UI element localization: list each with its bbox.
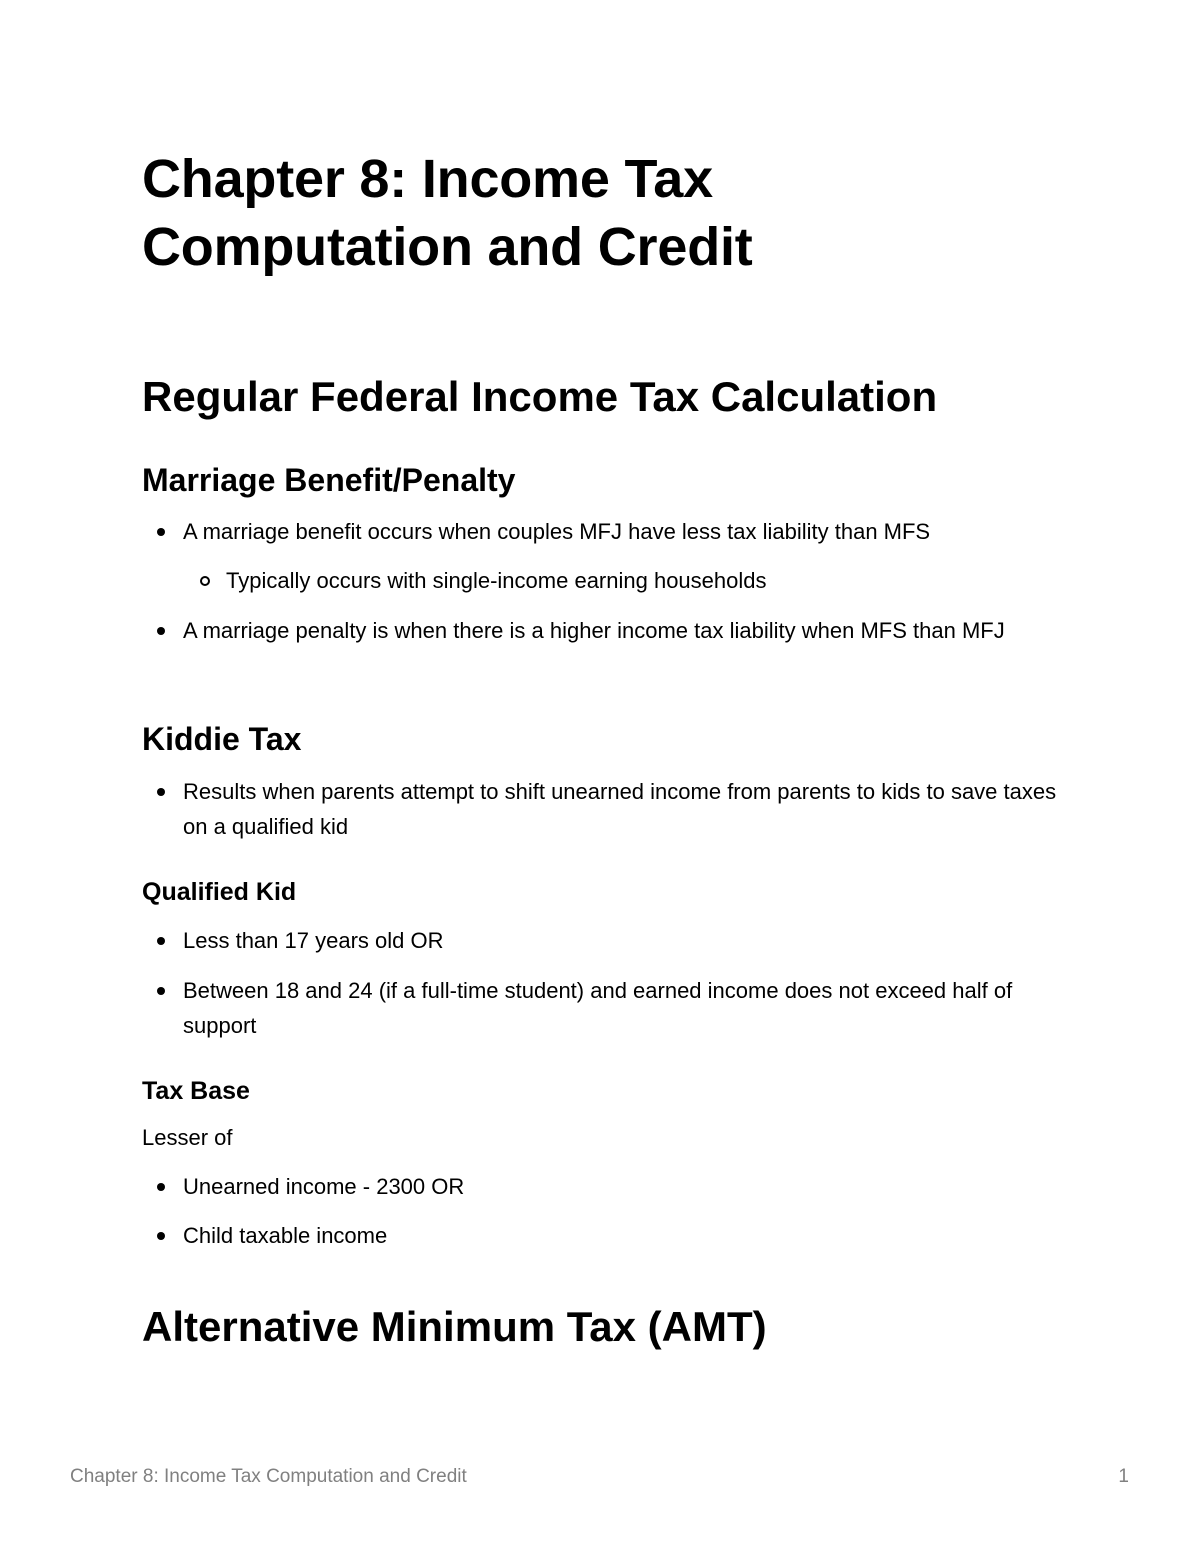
bullet-ring-icon: [200, 576, 210, 586]
bullet-dot-icon: [157, 1183, 165, 1191]
bullet-dot-icon: [157, 937, 165, 945]
subsection-heading-marriage: Marriage Benefit/Penalty: [142, 462, 516, 498]
list-item-text: Between 18 and 24 (if a full-time student) and earned income does not exceed half of support: [183, 978, 1013, 1038]
bullet-dot-icon: [157, 987, 165, 995]
list-item-text: A marriage penalty is when there is a higher income tax liability when MFS than MFJ: [183, 618, 1005, 643]
bullet-dot-icon: [157, 1232, 165, 1240]
list-item-text: Unearned income - 2300 OR: [183, 1174, 465, 1199]
list-item-text: Typically occurs with single-income earning households: [226, 568, 767, 593]
bullet-dot-icon: [157, 627, 165, 635]
bullet-dot-icon: [157, 788, 165, 796]
list-item: [183, 923, 1063, 958]
list-item: [183, 514, 1063, 549]
list-item-text: Child taxable income: [183, 1223, 388, 1248]
section-heading-regular-tax: Regular Federal Income Tax Calculation: [142, 373, 938, 420]
footer-page-number: 1: [1118, 1466, 1129, 1487]
subsubsection-heading-qualified-kid: Qualified Kid: [142, 878, 297, 906]
list-item-text: Less than 17 years old OR: [183, 928, 444, 953]
list-item: [183, 1169, 1063, 1204]
page-title: Chapter 8: Income Tax Computation and Credit: [142, 149, 753, 277]
list-item-text: A marriage benefit occurs when couples MFJ have less tax liability than MFS: [183, 519, 931, 544]
bullet-dot-icon: [157, 528, 165, 536]
footer-title: Chapter 8: Income Tax Computation and Credit: [70, 1466, 467, 1487]
list-item: [226, 563, 1066, 598]
subsubsection-heading-tax-base: Tax Base: [142, 1077, 250, 1105]
paragraph-lesser-of: Lesser of: [142, 1125, 233, 1150]
list-item-text: Results when parents attempt to shift unearned income from parents to kids to save taxes on a qualified kid: [183, 779, 1057, 839]
section-heading-amt: Alternative Minimum Tax (AMT): [142, 1303, 767, 1350]
list-item: [183, 613, 1033, 648]
list-item: [183, 1218, 1063, 1253]
list-item: [183, 774, 1063, 844]
list-item: [183, 973, 1063, 1043]
subsection-heading-kiddie-tax: Kiddie Tax: [142, 721, 302, 757]
